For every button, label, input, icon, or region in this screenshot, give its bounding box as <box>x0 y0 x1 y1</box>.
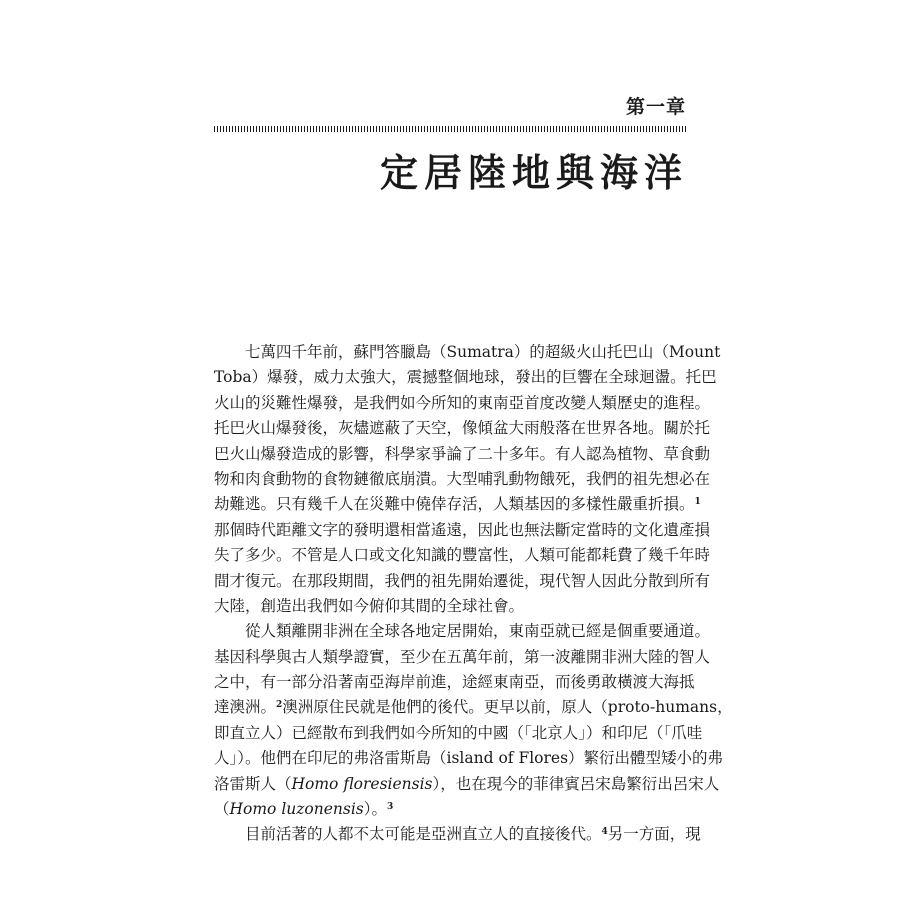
text-segment: 托巴火山爆發後，灰燼遮蔽了天空，像傾盆大雨般落在世界各地。關於托 <box>214 419 711 438</box>
text-segment: 物和肉食動物的食物鏈徹底崩潰。大型哺乳動物餓死，我們的祖先想必在 <box>214 469 711 488</box>
text-segment: 那個時代距離文字的發明還相當遙遠，因此也無法斷定當時的文化遺產損 <box>214 520 711 539</box>
text-line <box>214 645 711 670</box>
text-line <box>214 822 701 847</box>
text-segment: 另一方面，現 <box>607 825 701 844</box>
text-line <box>214 797 688 822</box>
latin-species-name: Homo floresiensis <box>291 774 433 793</box>
text-segment: ）。 <box>363 800 388 819</box>
footnote-marker: 1 <box>694 497 701 508</box>
text-segment: 洛雷斯人（ <box>214 774 292 793</box>
text-line <box>214 772 720 797</box>
text-segment: 從人類離開非洲在全球各地定居開始，東南亞就已經是個重要通道。 <box>245 622 711 641</box>
text-segment: 澳洲原住民就是他們的後代。更早以前，原人（proto-humans， <box>282 698 733 717</box>
text-line <box>214 746 724 771</box>
text-line <box>214 670 695 695</box>
text-line <box>214 416 711 441</box>
text-line <box>214 518 711 543</box>
text-segment: 間才復元。在那段期間，我們的祖先開始遷徙，現代智人因此分散到所有 <box>214 571 711 590</box>
latin-species-name: Homo luzonensis <box>229 800 364 819</box>
text-line <box>214 619 711 644</box>
text-line <box>214 543 711 568</box>
text-segment: 即直立人）已經散布到我們如今所知的中國（「北京人」）和印尼（「爪哇 <box>214 723 703 742</box>
text-line <box>214 569 711 594</box>
text-line <box>214 594 688 619</box>
text-segment: （ <box>214 800 230 819</box>
text-segment: 七萬四千年前，蘇門答臘島（Sumatra）的超級火山托巴山（Mount <box>245 343 721 361</box>
text-line <box>214 365 717 390</box>
text-segment: 失了多少。不管是人口或文化知識的豐富性，人類可能都耗費了幾千年時 <box>214 546 711 565</box>
chapter-title: 定居陸地與海洋 <box>379 150 688 195</box>
text-segment: 基因科學與古人類學證實，至少在五萬年前，第一波離開非洲大陸的智人 <box>214 647 711 666</box>
chapter-rule <box>214 126 688 132</box>
text-line <box>214 340 721 365</box>
text-line <box>214 695 733 720</box>
text-segment: 大陸，創造出我們如今俯仰其間的全球社會。 <box>214 596 525 615</box>
body-text <box>214 340 733 848</box>
text-line <box>214 492 701 517</box>
footnote-marker: 4 <box>601 827 608 838</box>
text-segment: 巴火山爆發造成的影響，科學家爭論了二十多年。有人認為植物、草食動 <box>214 444 711 463</box>
text-line <box>214 721 703 746</box>
text-segment: 之中，有一部分沿著南亞海岸前進，途經東南亞，而後勇敢橫渡大海抵 <box>214 673 695 692</box>
text-line <box>214 467 711 492</box>
text-segment: 火山的災難性爆發，是我們如今所知的東南亞首度改變人類歷史的進程。 <box>214 393 711 412</box>
chapter-label: 第一章 <box>625 96 686 118</box>
text-segment: ），也在現今的菲律賓呂宋島繁衍出呂宋人 <box>432 774 720 793</box>
text-segment: Toba）爆發，威力太強大，震撼整個地球，發出的巨響在全球迴盪。托巴 <box>214 368 717 387</box>
footnote-marker: 2 <box>276 700 283 711</box>
text-segment: 目前活著的人都不太可能是亞洲直立人的直接後代。 <box>245 825 602 844</box>
text-segment: 人」）。他們在印尼的弗洛雷斯島（island of Flores）繁衍出體型矮小的弗 <box>214 749 724 768</box>
footnote-marker: 3 <box>387 802 394 813</box>
text-line <box>214 391 711 416</box>
text-segment: 達澳洲。 <box>214 698 277 717</box>
text-line <box>214 442 711 467</box>
text-segment: 劫難逃。只有幾千人在災難中僥倖存活，人類基因的多樣性嚴重折損。 <box>214 495 695 514</box>
